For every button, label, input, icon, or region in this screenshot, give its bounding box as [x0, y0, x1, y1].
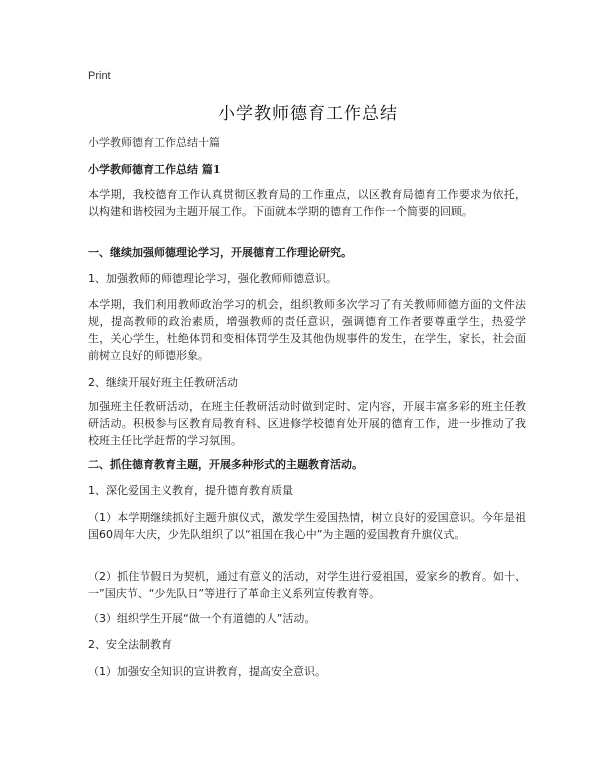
- paragraph-1-1: 本学期，我们利用教师政治学习的机会，组织教师多次学习了有关教师师德方面的文件法规，提高教师的政治素质，增强教师的责任意识，强调德育工作者要尊重学生，热爱学生，关心学生，杜绝体罚和变相体罚学生及其他伪规事件的发生，在学生，家长，社会面前树立良好的师德形象。: [88, 298, 526, 362]
- subheading-2-2: 2、安全法制教育: [88, 638, 172, 651]
- print-link[interactable]: Print: [88, 70, 111, 82]
- subheading-2-1: 1、深化爱国主义教育，提升德育教育质量: [88, 484, 293, 497]
- intro-paragraph: 本学期，我校德育工作认真贯彻区教育局的工作重点，以区教育局德育工作要求为依托，以构建和谐校园为主题开展工作。下面就本学期的德育工作作一个简要的回顾。: [88, 188, 526, 218]
- heading-one: 一、继续加强师德理论学习，开展德育工作理论研究。: [88, 246, 352, 259]
- subheading-1-1: 1、加强教师的师德理论学习，强化教师师德意识。: [88, 272, 337, 285]
- subheading-1-2: 2、继续开展好班主任教研活动: [88, 376, 238, 389]
- page-title: 小学教师德育工作总结: [218, 104, 398, 124]
- paragraph-2-3: （3）组织学生开展“做一个有道德的人”活动。: [88, 612, 316, 625]
- paragraph-1-2: 加强班主任教研活动，在班主任教研活动时做到定时、定内容，开展丰富多彩的班主任教研活动。积极参与区教育局教育科、区进修学校德育处开展的德育工作，进一步推动了我校班主任比学赶帮的学习氛围。: [88, 400, 526, 447]
- paragraph-2-4: （1）加强安全知识的宣讲教育，提高安全意识。: [88, 665, 326, 678]
- paragraph-2-1: （1）本学期继续抓好主题升旗仪式，激发学生爱国热情，树立良好的爱国意识。今年是祖国60周年大庆，少先队组织了以“祖国在我心中”为主题的爱国教育升旗仪式。: [88, 511, 526, 541]
- paragraph-2-2: （2）抓住节假日为契机，通过有意义的活动，对学生进行爱祖国，爱家乡的教育。如十、一”国庆节、“少先队日”等进行了革命主义系列宣传教育等。: [88, 570, 526, 600]
- heading-two: 二、抓住德育教育主题，开展多种形式的主题教育活动。: [88, 458, 363, 471]
- document-subtitle: 小学教师德育工作总结十篇: [88, 136, 220, 149]
- section-title: 小学教师德育工作总结 篇1: [88, 163, 221, 176]
